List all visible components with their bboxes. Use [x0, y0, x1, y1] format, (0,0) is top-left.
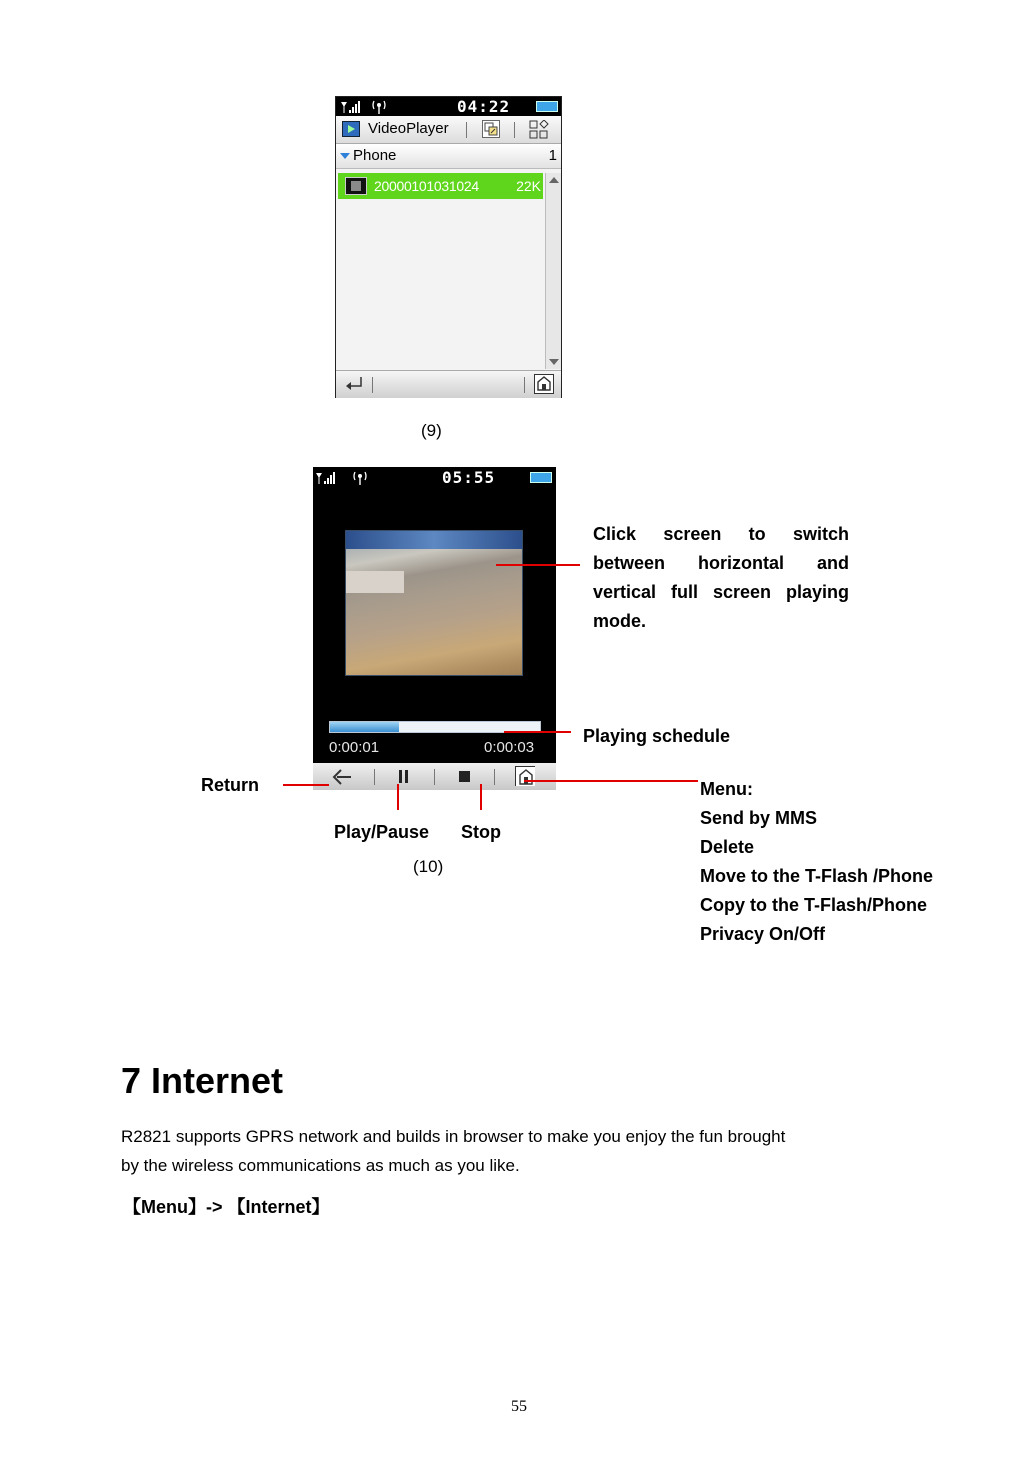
divider — [374, 769, 375, 785]
return-label: Return — [201, 775, 259, 795]
folder-name: Phone — [353, 147, 397, 164]
play-pause-label: Play/Pause — [334, 822, 430, 842]
playback-controls — [313, 763, 556, 790]
video-frame[interactable] — [345, 530, 523, 676]
total-time: 0:00:03 — [484, 739, 535, 756]
edit-icon[interactable] — [482, 120, 500, 138]
menu-title: Menu: — [700, 779, 753, 799]
scroll-up-icon[interactable] — [549, 177, 559, 183]
menu-item-delete: Delete — [700, 837, 755, 857]
video-player-screenshot — [335, 96, 562, 398]
divider — [494, 769, 495, 785]
callout-line — [496, 564, 580, 566]
status-time: 04:22 — [457, 97, 511, 116]
list-item[interactable] — [338, 173, 543, 199]
film-icon — [345, 177, 367, 195]
playing-schedule-label: Playing schedule — [583, 726, 731, 746]
status-time: 05:55 — [442, 468, 496, 487]
progress-fill — [330, 722, 399, 732]
app-title: VideoPlayer — [368, 120, 449, 137]
video-app-icon — [342, 121, 360, 137]
antenna-icon — [372, 100, 386, 114]
page-number: 55 — [511, 1398, 527, 1415]
menu-item-copy: Copy to the T-Flash/Phone — [700, 895, 928, 915]
section-body-line-2: by the wireless communications as much as you like. — [121, 1156, 520, 1175]
folder-header[interactable] — [336, 144, 561, 169]
menu-item-move: Move to the T-Flash /Phone — [700, 866, 934, 886]
section-body-line-1: R2821 supports GPRS network and builds in browser to make you enjoy the fun brought — [121, 1127, 786, 1146]
menu-path: 【Menu】-> 【Internet】 — [123, 1197, 330, 1217]
soft-key-bar — [336, 370, 561, 398]
menu-home-icon[interactable] — [515, 766, 535, 786]
divider — [372, 377, 373, 393]
callout-line — [524, 780, 698, 782]
click-screen-callout: Click screen to switch between horizontal and vertical full screen playing mode. — [593, 524, 849, 631]
callout-line — [283, 784, 329, 786]
callout-line — [480, 784, 482, 810]
callout-line — [397, 784, 399, 810]
stop-label: Stop — [461, 822, 501, 842]
divider — [434, 769, 435, 785]
signal-icon — [315, 471, 337, 485]
figure-caption-10: (10) — [413, 857, 444, 876]
scroll-down-icon[interactable] — [549, 359, 559, 365]
folder-count: 1 — [548, 147, 557, 164]
elapsed-time: 0:00:01 — [329, 739, 380, 756]
menu-item-send-mms: Send by MMS — [700, 808, 818, 828]
scrollbar[interactable] — [545, 173, 561, 369]
video-playback-screenshot — [313, 467, 556, 790]
signal-icon — [340, 100, 362, 114]
divider — [466, 122, 467, 138]
divider — [524, 377, 525, 393]
section-heading: 7 Internet — [121, 1060, 284, 1101]
pause-icon[interactable] — [397, 768, 417, 788]
home-icon[interactable] — [534, 374, 554, 394]
back-icon[interactable] — [344, 374, 364, 394]
divider — [514, 122, 515, 138]
file-list — [336, 169, 543, 369]
dropdown-triangle-icon — [340, 153, 350, 159]
video-label-area — [346, 571, 404, 593]
menu-item-privacy: Privacy On/Off — [700, 924, 826, 944]
battery-icon — [536, 101, 558, 112]
file-name: 20000101031024 — [374, 178, 479, 194]
file-size: 22K — [516, 178, 541, 194]
figure-caption-9: (9) — [421, 421, 442, 440]
status-bar — [336, 97, 561, 116]
options-grid-icon[interactable] — [529, 120, 549, 140]
callout-line — [504, 731, 571, 733]
menu-callout — [700, 775, 933, 949]
antenna-icon — [353, 471, 367, 485]
stop-icon[interactable] — [457, 769, 477, 789]
title-bar — [336, 116, 561, 144]
return-icon[interactable] — [331, 767, 351, 787]
battery-icon — [530, 472, 552, 483]
